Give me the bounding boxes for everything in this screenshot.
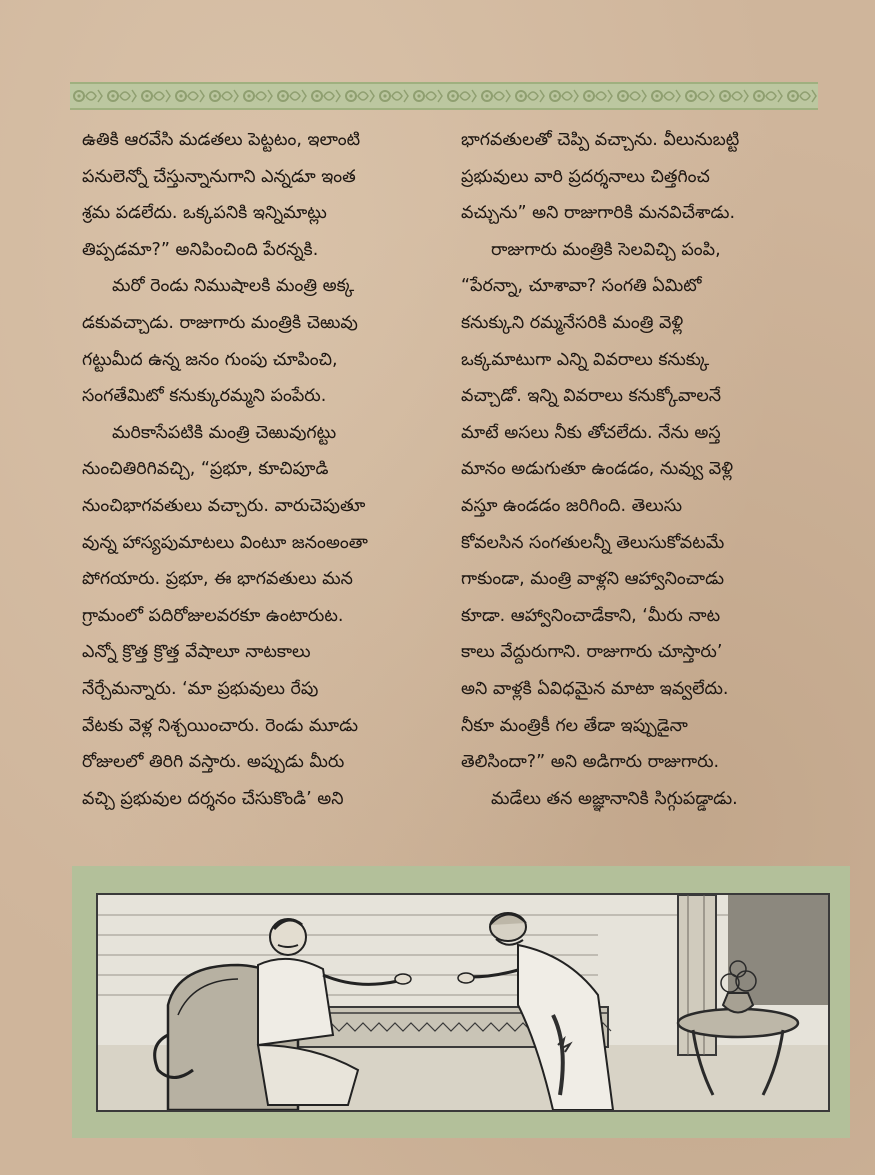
text-line: వచ్చును” అని రాజుగారికి మనవిచేశాడు. — [461, 203, 736, 224]
text-line: రోజులలో తిరిగి వస్తారు. అప్పుడు మీరు — [82, 752, 345, 773]
text-line: అని వాళ్లకి ఏవిధమైన మాటా ఇవ్వలేదు. — [461, 678, 729, 699]
illustration-drawing — [98, 895, 828, 1110]
text-line: కూడా. ఆహ్వానించాడేకాని, ‘మీరు నాట — [461, 605, 721, 626]
text-line: పనులెన్నో చేస్తున్నానుగాని ఎన్నడూ ఇంత — [82, 166, 356, 187]
text-line: గాకుండా, మంత్రి వాళ్లని ఆహ్వానించాడు — [461, 569, 725, 590]
text-line: ఒక్కమాటుగా ఎన్ని వివరాలు కనుక్కు — [461, 349, 710, 370]
text-line: వేటకు వెళ్ల నిశ్చయించారు. రెండు మూడు — [82, 715, 359, 736]
decorative-border-strip — [70, 82, 818, 110]
text-line: ప్రభువులు వారి ప్రదర్శనాలు చిత్తగించ — [461, 166, 710, 187]
text-line: నేర్చేమన్నారు. ‘మా ప్రభువులు రేపు — [82, 678, 319, 699]
text-line: నుంచిభాగవతులు వచ్చారు. వారుచెపుతూ — [82, 495, 366, 516]
paragraph-start-line: మడేలు తన అజ్ఞానానికి సిగ్గుపడ్డాడు. — [491, 788, 738, 809]
text-line: కనుక్కుని రమ్మనేసరికి మంత్రి వెళ్లి — [461, 312, 684, 333]
text-line: పోగయారు. ప్రభూ, ఈ భాగవతులు మన — [82, 569, 353, 590]
text-line: ఉతికి ఆరవేసి మడతలు పెట్టటం, ఇలాంటి — [82, 130, 361, 150]
text-line: సంగతేమిటో కనుక్కురమ్మని పంపేరు. — [82, 386, 327, 407]
illustration-frame — [72, 866, 850, 1138]
text-line: శ్రమ పడలేదు. ఒక్కపనికి ఇన్నిమాట్లు — [82, 203, 327, 224]
text-line: నుంచితిరిగివచ్చి, “ప్రభూ, కూచిపూడి — [82, 459, 329, 480]
text-line: మానం అడుగుతూ ఉండడం, నువ్వు వెళ్లి — [461, 459, 734, 480]
text-line: భాగవతులతో చెప్పి వచ్చాను. వీలునుబట్టి — [461, 130, 740, 150]
doorway — [728, 895, 828, 1005]
text-line: తిప్పడమా?” అనిపించింది పేరన్నకి. — [82, 239, 319, 260]
text-line: నీకూ మంత్రికీ గల తేడా ఇప్పుడైనా — [461, 715, 688, 736]
border-pattern — [70, 84, 818, 108]
text-line: వచ్చి ప్రభువుల దర్శనం చేసుకొండి’ అని — [82, 788, 344, 809]
text-line: వస్తూ ఉండడం జరిగింది. తెలుసు — [461, 495, 683, 516]
paragraph-start-line: మరో రెండు నిముషాలకి మంత్రి అక్క — [112, 276, 355, 297]
text-line: మాటే అసలు నీకు తోచలేదు. నేను అస్త — [461, 422, 721, 443]
text-line: తెలిసిందా?” అని అడిగారు రాజుగారు. — [461, 752, 720, 773]
left-text-column — [82, 122, 457, 817]
text-line: డకువచ్చాడు. రాజుగారు మంత్రికి చెఱువు — [82, 312, 358, 333]
text-line: “పేరన్నా, చూశావా? సంగతి ఏమిటో — [461, 276, 702, 297]
text-line: వచ్చాడో. ఇన్ని వివరాలు కనుక్కోవాలనే — [461, 386, 722, 407]
illustration-king-and-minister — [96, 893, 830, 1112]
paragraph-start-line: మరికాసేపటికి మంత్రి చెఱువుగట్టు — [112, 422, 337, 443]
text-line: ఎన్నో క్రొత్త క్రొత్త వేషాలూ నాటకాలు — [82, 642, 311, 663]
text-line: కాలు వేద్దురుగాని. రాజుగారు చూస్తారు’ — [461, 642, 723, 663]
text-line: గట్టుమీద ఉన్న జనం గుంపు చూపించి, — [82, 349, 338, 370]
text-line: వున్న హాస్యపుమాటలు వింటూ జనంఅంతా — [82, 532, 368, 553]
text-line: కోవలసిన సంగతులన్నీ తెలుసుకోవటమే — [461, 532, 725, 553]
right-text-column — [461, 122, 839, 817]
text-line: గ్రామంలో పదిరోజులవరకూ ఉంటారుట. — [82, 605, 344, 626]
paragraph-start-line: రాజుగారు మంత్రికి సెలవిచ్చి పంపి, — [491, 239, 721, 260]
